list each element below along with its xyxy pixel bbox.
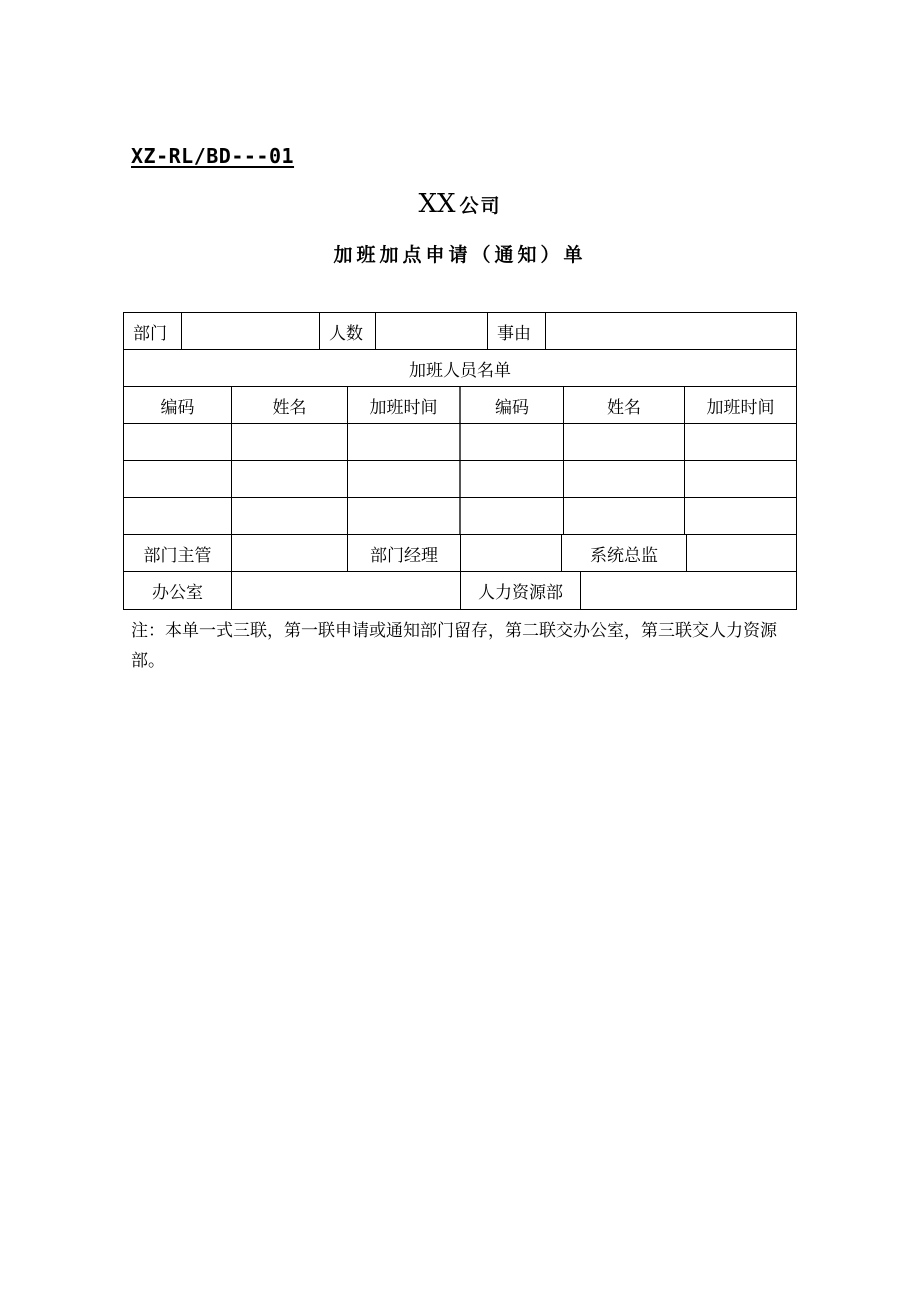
count-label: 人数 bbox=[320, 313, 376, 349]
dept-label: 部门 bbox=[124, 313, 182, 349]
time-cell[interactable] bbox=[348, 498, 461, 534]
name-cell[interactable] bbox=[232, 498, 348, 534]
director-field[interactable] bbox=[687, 535, 796, 571]
name-cell[interactable] bbox=[232, 461, 348, 497]
dept-info-row bbox=[124, 313, 796, 350]
office-label: 办公室 bbox=[124, 572, 232, 609]
time-cell[interactable] bbox=[685, 424, 796, 460]
time-cell[interactable] bbox=[685, 461, 796, 497]
overtime-form-table bbox=[123, 312, 797, 610]
office-row bbox=[124, 572, 796, 609]
name-cell[interactable] bbox=[564, 461, 685, 497]
header-code-right: 编码 bbox=[461, 387, 564, 423]
footnote: 注：本单一式三联，第一联申请或通知部门留存，第二联交办公室，第三联交人力资源部。 bbox=[131, 621, 777, 671]
code-cell[interactable] bbox=[124, 498, 232, 534]
reason-field[interactable] bbox=[546, 313, 796, 349]
header-name-right: 姓名 bbox=[564, 387, 685, 423]
code-cell[interactable] bbox=[461, 424, 564, 460]
hr-label: 人力资源部 bbox=[461, 572, 581, 609]
count-field[interactable] bbox=[376, 313, 488, 349]
code-cell[interactable] bbox=[124, 461, 232, 497]
document-code: XZ-RL/BD---01 bbox=[131, 144, 295, 168]
dept-field[interactable] bbox=[182, 313, 320, 349]
form-title: 加班加点申请（通知）单 bbox=[333, 244, 587, 266]
table-row bbox=[124, 498, 796, 535]
manager-field[interactable] bbox=[461, 535, 562, 571]
approval-row bbox=[124, 535, 796, 572]
staff-list-title-row bbox=[124, 350, 796, 387]
header-time-right: 加班时间 bbox=[706, 397, 775, 418]
company-cn: 公司 bbox=[459, 195, 502, 217]
code-cell[interactable] bbox=[461, 498, 564, 534]
staff-header-row bbox=[124, 387, 796, 424]
company-name bbox=[0, 189, 920, 219]
header-code-left: 编码 bbox=[124, 387, 232, 423]
staff-list-title: 加班人员名单 bbox=[409, 360, 511, 381]
time-cell[interactable] bbox=[348, 461, 461, 497]
header-time-left: 加班时间 bbox=[348, 387, 461, 423]
name-cell[interactable] bbox=[564, 424, 685, 460]
name-cell[interactable] bbox=[564, 498, 685, 534]
code-cell[interactable] bbox=[124, 424, 232, 460]
time-cell[interactable] bbox=[685, 498, 796, 534]
manager-label: 部门经理 bbox=[348, 535, 461, 571]
reason-label: 事由 bbox=[488, 313, 546, 349]
hr-field[interactable] bbox=[581, 572, 796, 609]
company-latin: XX bbox=[418, 189, 456, 219]
director-label: 系统总监 bbox=[562, 535, 687, 571]
office-field[interactable] bbox=[232, 572, 461, 609]
table-row bbox=[124, 461, 796, 498]
header-name-left: 姓名 bbox=[232, 387, 348, 423]
supervisor-field[interactable] bbox=[232, 535, 348, 571]
time-cell[interactable] bbox=[348, 424, 461, 460]
code-cell[interactable] bbox=[461, 461, 564, 497]
supervisor-label: 部门主管 bbox=[124, 535, 232, 571]
name-cell[interactable] bbox=[232, 424, 348, 460]
table-row bbox=[124, 424, 796, 461]
